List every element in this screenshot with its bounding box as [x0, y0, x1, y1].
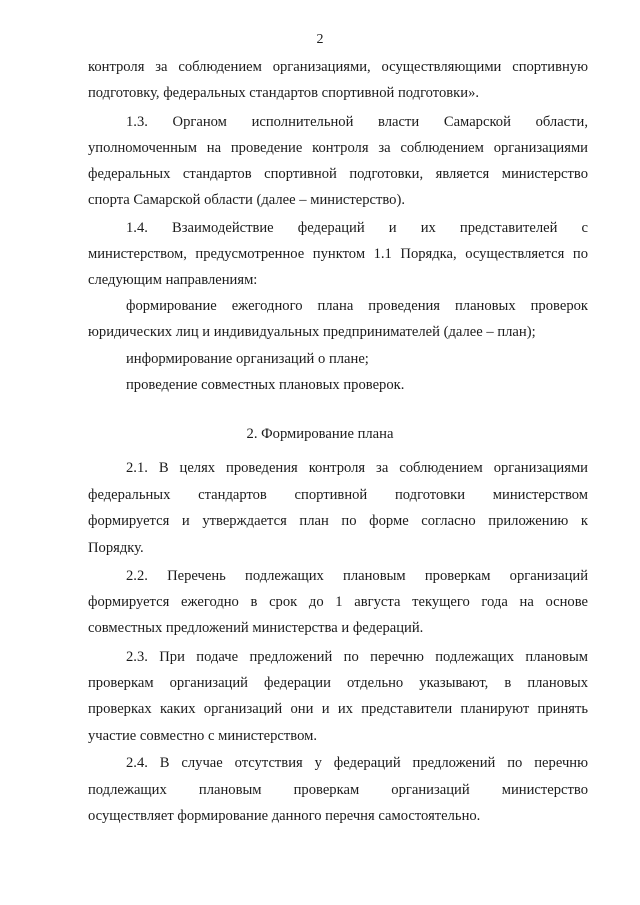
paragraph-line: формирование ежегодного плана проведения плановых проверок — [126, 298, 588, 314]
paragraph-line: участие совместно с министерством. — [88, 728, 317, 744]
paragraph-line: следующим направлениям: — [88, 272, 258, 288]
paragraph-line: подлежащих плановым проверкам организаций министерство — [88, 782, 588, 798]
paragraph-line: проверках каких организаций они и их представители планируют принять — [88, 701, 588, 717]
paragraph-line: 1.3. Органом исполнительной власти Самарской области, — [126, 114, 588, 130]
paragraph-line: уполномоченным на проведение контроля за соблюдением организациями — [88, 140, 588, 156]
paragraph-line: 2.2. Перечень подлежащих плановым проверкам организаций — [126, 568, 588, 584]
paragraph-line: осуществляет формирование данного перечня самостоятельно. — [88, 808, 481, 824]
paragraph-line: формируется ежегодно в срок до 1 августа текущего года на основе — [88, 594, 588, 610]
paragraph-line: информирование организаций о плане; — [126, 351, 369, 367]
paragraph-line: подготовку, федеральных стандартов спортивной подготовки». — [88, 85, 480, 101]
paragraph-line: юридических лиц и индивидуальных предпринимателей (далее – план); — [88, 324, 536, 340]
paragraph-line: 1.4. Взаимодействие федераций и их представителей с — [126, 220, 588, 236]
paragraph-line: спорта Самарской области (далее – министерство). — [88, 192, 405, 208]
paragraph-line: 2.4. В случае отсутствия у федераций предложений по перечню — [126, 755, 588, 771]
paragraph-line: проведение совместных плановых проверок. — [126, 377, 405, 393]
paragraph-line: проверкам организаций федерации отдельно указывают, в плановых — [88, 675, 588, 691]
page-number: 2 — [316, 32, 324, 47]
paragraph-line: совместных предложений министерства и федераций. — [88, 620, 424, 636]
paragraph-line: Порядку. — [88, 540, 144, 556]
paragraph-line: контроля за соблюдением организациями, осуществляющими спортивную — [88, 59, 588, 75]
paragraph-line: федеральных стандартов спортивной подготовки, является министерство — [88, 166, 588, 182]
section-heading: 2. Формирование плана — [246, 426, 394, 442]
paragraph-line: 2.3. При подаче предложений по перечню подлежащих плановым — [126, 649, 588, 665]
paragraph-line: 2.1. В целях проведения контроля за соблюдением организациями — [126, 460, 588, 476]
paragraph-line: федеральных стандартов спортивной подготовки министерством — [88, 487, 588, 503]
paragraph-line: формируется и утверждается план по форме согласно приложению к — [88, 513, 588, 529]
paragraph-line: министерством, предусмотренное пунктом 1.1 Порядка, осуществляется по — [88, 246, 588, 262]
